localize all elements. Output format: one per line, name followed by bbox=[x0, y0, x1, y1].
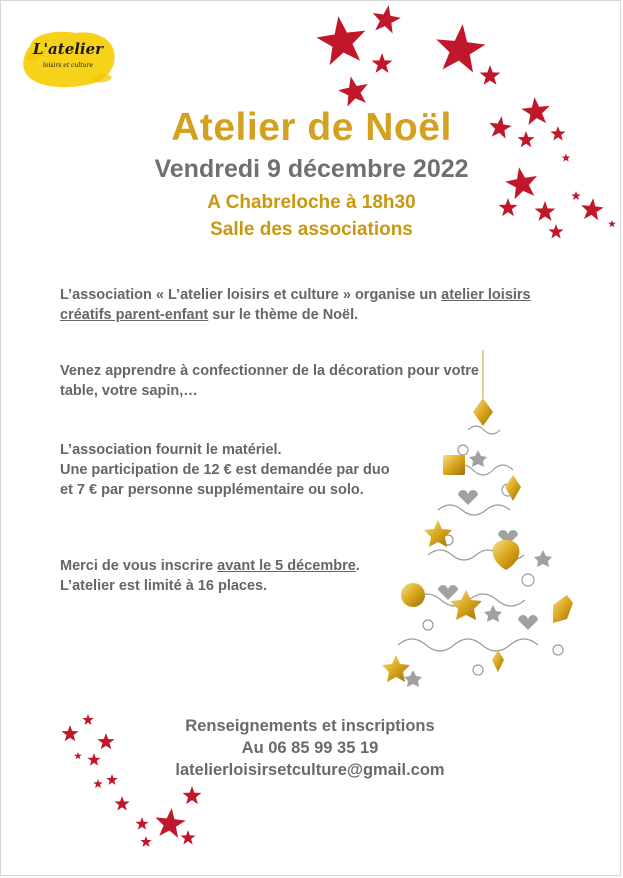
logo-title: L'atelier bbox=[32, 40, 104, 58]
logo-subtitle: loisirs et culture bbox=[42, 62, 93, 69]
intro-text-start: L’association « L’atelier loisirs et culture » organise un bbox=[60, 287, 442, 303]
association-logo bbox=[20, 28, 116, 90]
solo-price-line: et 7 € par personne supplémentaire ou solo. bbox=[60, 482, 364, 498]
workshop-type-underlined: atelier loisirs créatifs parent-enfant bbox=[60, 287, 531, 323]
event-date: Vendredi 9 décembre 2022 bbox=[154, 155, 469, 183]
contact-phone[interactable]: Au 06 85 99 35 19 bbox=[241, 739, 379, 757]
registration-text: Merci de vous inscrire bbox=[60, 558, 218, 574]
materials-line: L’association fournit le matériel. bbox=[60, 442, 282, 458]
capacity-line: L’atelier est limité à 16 places. bbox=[60, 578, 268, 594]
deadline-underlined: avant le 5 décembre bbox=[217, 558, 356, 574]
intro-paragraph bbox=[60, 285, 560, 325]
contact-email[interactable]: latelierloisirsetculture@gmail.com bbox=[175, 761, 445, 779]
intro-text-end: sur le thème de Noël. bbox=[208, 307, 359, 323]
duo-price-line: Une participation de 12 € est demandée par duo bbox=[60, 462, 390, 478]
event-location: A Chabreloche à 18h30 bbox=[207, 192, 416, 213]
christmas-tree-illustration bbox=[355, 350, 608, 700]
event-venue: Salle des associations bbox=[210, 219, 413, 240]
event-title: Atelier de Noël bbox=[171, 106, 452, 149]
logo-yellow-splash bbox=[20, 28, 116, 90]
invitation-paragraph: Venez apprendre à confectionner de la décoration pour votre table, votre sapin,… bbox=[60, 363, 479, 399]
contact-heading: Renseignements et inscriptions bbox=[185, 717, 435, 735]
registration-period: . bbox=[355, 558, 360, 574]
